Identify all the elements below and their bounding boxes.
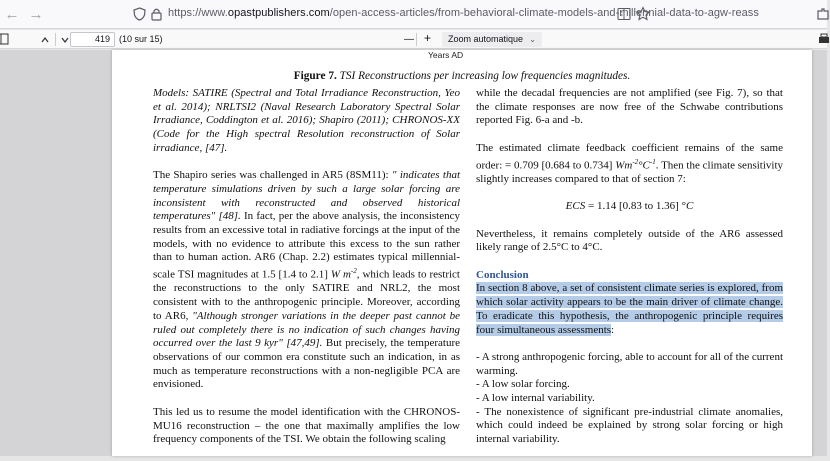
back-arrow-icon[interactable]: ← <box>4 6 20 23</box>
shield-icon[interactable] <box>133 7 146 21</box>
pdf-viewer[interactable] <box>0 50 827 456</box>
extensions-icon[interactable] <box>816 7 830 21</box>
figure-label: Figure 7. <box>293 70 337 82</box>
right-column <box>476 87 783 447</box>
assessment-item: - A strong anthropogenic forcing, able to account for all of the current warming. <box>476 350 783 377</box>
assessment-item: - A low internal variability. <box>476 392 595 405</box>
toolbar-divider <box>416 33 417 46</box>
feedback-paragraph: The estimated climate feedback coefficient remains of the same order: = 0.709 [0.684 to 0.734] $Wm^{-2}^\circ C^{-1}$. Then the climate sensitivity slightly increases compared to that of section 7: <box>476 141 783 185</box>
next-page-icon[interactable] <box>60 32 70 47</box>
conclusion-heading: Conclusion <box>476 268 529 281</box>
figure-caption <box>112 70 812 82</box>
forward-arrow-icon[interactable]: → <box>28 6 44 23</box>
zoom-select[interactable] <box>442 32 542 47</box>
page-number-input[interactable]: 419 <box>70 32 115 47</box>
previous-page-icon[interactable] <box>40 32 50 47</box>
pdf-toolbar <box>0 30 827 49</box>
print-icon[interactable] <box>818 32 830 47</box>
assessment-item: - A low solar forcing. <box>476 378 570 391</box>
zoom-out-button[interactable]: — <box>404 34 414 45</box>
ecs-equation: ECS = 1.14 [0.83 to 1.36] °C <box>565 200 694 213</box>
ar6-range-paragraph: Nevertheless, it remains completely outside of the AR6 assessed likely range of 2.5°C to 4°C. <box>476 227 783 254</box>
shapiro-paragraph: The Shapiro series was challenged in AR5 (8SM11): " indicates that temperature simulations driven by such a large solar forcing are inconsistent with reconstructed and observed historical temperatures" [48]. In fact, per the above analysis, the inconsistency results from an excessive total in radiative forcings at the input of the models, with no evidence to attribute this excess to the sun rather than to human action. AR6 (Chap. 2.2) estimates typical millennial-scale TSI magnitudes at 1.5 [1.4 to 2.1] W $m^{-2}$, which leads to restrict the reconstructions to the only SATIRE and NRL2, the most consistent with to the anthropogenic principle. Moreover, according to AR6, "Although stronger variations in the deeper past cannot be ruled out completely there is no indication of such changes having occurred over the last 9 kyr" [47,49]. But precisely, the temperature observations of our common era constitute such an indication, in as much as temperature reconstructions with a non-negligible PCA are envisioned. <box>153 169 461 391</box>
url-text[interactable]: https://www.opastpublishers.com/open-access-articles/from-behavioral-climate-models-and-millennial-data-to-agw-reass <box>168 7 759 19</box>
reader-view-icon[interactable] <box>617 7 631 21</box>
figure-caption-text: TSI Reconstructions per increasing low frequencies magnitudes. <box>336 70 631 82</box>
left-column <box>153 87 460 461</box>
chronos-paragraph: This led us to resume the model identification with the CHRONOS-MU16 reconstruction – the one that maximally amplifies the low frequency components of the TSI. We obtain the following scaling <box>153 405 460 446</box>
conclusion-paragraph[interactable]: In section 8 above, a set of consistent climate series is explored, from which solar activity appears to be the main driver of climate change. To eradicate this hypothesis, the anthropogenic principle requires four simultaneous assessments: <box>476 282 783 336</box>
page-count-label: (10 sur 15) <box>119 34 163 44</box>
bookmark-star-icon[interactable] <box>635 6 651 22</box>
address-bar[interactable] <box>127 2 759 26</box>
sidebar-toggle-icon[interactable] <box>0 32 10 47</box>
assessment-item: - The nonexistence of significant pre-industrial climate anomalies, which could indeed be explained by strong solar forcing or high internal variability. <box>476 405 783 446</box>
selected-text: In section 8 above, a set of consistent climate series is explored, from which solar activity appears to be the main driver of climate change. To eradicate this hypothesis, the anthropogenic principle requires four simultaneous assessments <box>476 282 783 336</box>
lock-icon[interactable] <box>150 7 163 21</box>
toolbar-divider <box>55 33 56 46</box>
zoom-select-label: Zoom automatique <box>448 34 524 44</box>
chevron-down-icon: ⌄ <box>529 35 536 44</box>
models-paragraph: Models: SATIRE (Spectral and Total Irradiance Reconstruction, Yeo et al. 2014); NRLTSI2 (Naval Research Laboratory Spectral Solar Irradiance, Coddington et al. 2016); Shapiro (2011); CHRONOS-XX (Code for the High spectral Resolution reconstruction of Solar irradiance, [47]. <box>153 87 460 154</box>
decadal-paragraph: while the decadal frequencies are not amplified (see Fig. 7), so that the climate responses are now free of the Schwabe contributions reported Fig. 6-a and -b. <box>476 87 783 127</box>
figure-axis-label: Years AD <box>428 50 464 60</box>
pdf-page <box>112 50 812 456</box>
browser-toolbar <box>0 0 827 29</box>
zoom-in-button[interactable]: + <box>424 31 432 45</box>
